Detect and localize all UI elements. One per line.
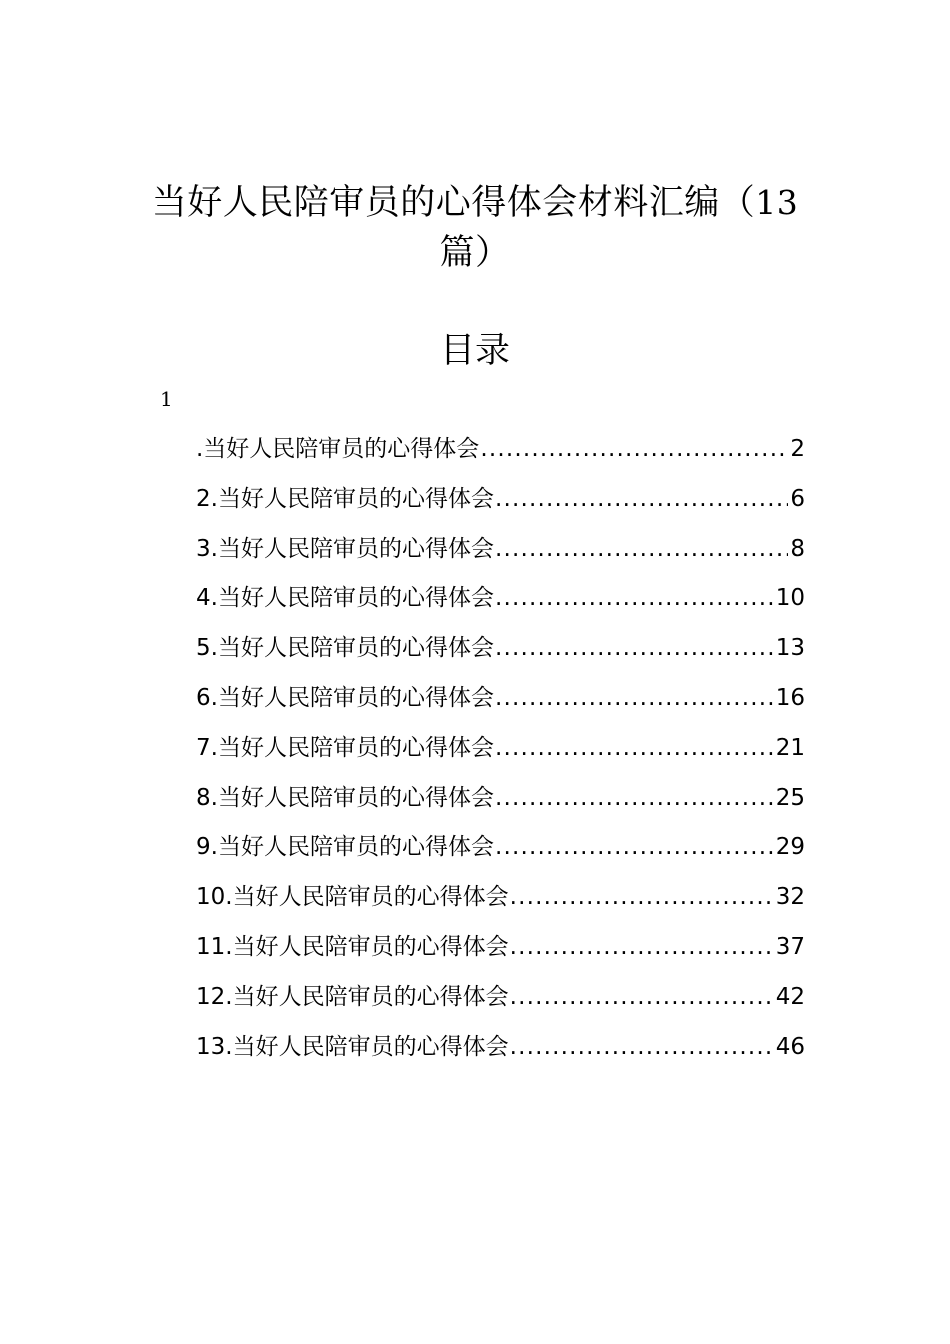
toc-dot-leader xyxy=(495,525,788,575)
toc-entry[interactable] xyxy=(196,774,805,824)
toc-entry-page: 46 xyxy=(775,1033,805,1060)
toc-entry-label: 4.当好人民陪审员的心得体会 xyxy=(196,585,494,612)
toc-entry-page: 32 xyxy=(775,884,805,911)
toc-entry-label: 7.当好人民陪审员的心得体会 xyxy=(196,734,494,761)
page-marker: 1 xyxy=(160,387,173,411)
toc-entry-label: 2.当好人民陪审员的心得体会 xyxy=(196,485,494,512)
toc-entry[interactable] xyxy=(196,425,805,475)
table-of-contents xyxy=(196,425,805,1072)
toc-entry-page: 42 xyxy=(775,983,805,1010)
toc-entry[interactable] xyxy=(196,973,805,1023)
toc-entry-label: 3.当好人民陪审员的心得体会 xyxy=(196,535,494,562)
toc-entry-page: 2 xyxy=(790,436,805,462)
toc-dot-leader xyxy=(510,873,774,923)
toc-dot-leader xyxy=(495,823,774,873)
toc-entry-page: 10 xyxy=(775,585,805,612)
toc-entry-page: 37 xyxy=(775,933,805,960)
toc-entry-label: 11.当好人民陪审员的心得体会 xyxy=(196,933,509,960)
toc-entry[interactable] xyxy=(196,525,805,575)
toc-entry[interactable] xyxy=(196,823,805,873)
toc-entry-page: 29 xyxy=(775,834,805,861)
toc-dot-leader xyxy=(495,475,788,525)
toc-entry-page: 8 xyxy=(790,535,805,562)
toc-dot-leader xyxy=(495,674,774,724)
toc-dot-leader xyxy=(495,724,774,774)
toc-entry[interactable] xyxy=(196,674,805,724)
toc-entry[interactable] xyxy=(196,724,805,774)
toc-entry-label: 13.当好人民陪审员的心得体会 xyxy=(196,1033,509,1060)
toc-entry-page: 25 xyxy=(775,784,805,811)
toc-entry[interactable] xyxy=(196,475,805,525)
toc-entry[interactable] xyxy=(196,624,805,674)
toc-dot-leader xyxy=(510,923,774,973)
toc-entry[interactable] xyxy=(196,873,805,923)
toc-entry-page: 16 xyxy=(775,684,805,711)
toc-entry-label: 5.当好人民陪审员的心得体会 xyxy=(196,635,494,662)
toc-entry[interactable] xyxy=(196,923,805,973)
toc-entry-page: 13 xyxy=(775,635,805,662)
toc-dot-leader xyxy=(495,624,774,674)
toc-dot-leader xyxy=(510,1023,774,1073)
toc-dot-leader xyxy=(495,774,774,824)
toc-dot-leader xyxy=(495,574,774,624)
toc-entry-label: 8.当好人民陪审员的心得体会 xyxy=(196,784,494,811)
toc-entry-label: .当好人民陪审员的心得体会 xyxy=(196,436,480,462)
toc-entry-page: 21 xyxy=(775,734,805,761)
toc-entry[interactable] xyxy=(196,1023,805,1073)
toc-entry-label: 10.当好人民陪审员的心得体会 xyxy=(196,884,509,911)
toc-entry-label: 9.当好人民陪审员的心得体会 xyxy=(196,834,494,861)
document-title-end: 篇） xyxy=(439,233,511,273)
toc-heading: 目录 xyxy=(439,331,510,371)
toc-entry[interactable] xyxy=(196,574,805,624)
document-title-number: 13 xyxy=(755,183,799,222)
toc-entry-page: 6 xyxy=(790,485,805,512)
toc-dot-leader xyxy=(510,973,774,1023)
toc-entry-label: 12.当好人民陪审员的心得体会 xyxy=(196,983,509,1010)
document-title xyxy=(120,178,830,278)
toc-dot-leader xyxy=(480,425,788,475)
toc-entry-label: 6.当好人民陪审员的心得体会 xyxy=(196,684,494,711)
document-title-main: 当好人民陪审员的心得体会材料汇编（ xyxy=(151,183,756,223)
